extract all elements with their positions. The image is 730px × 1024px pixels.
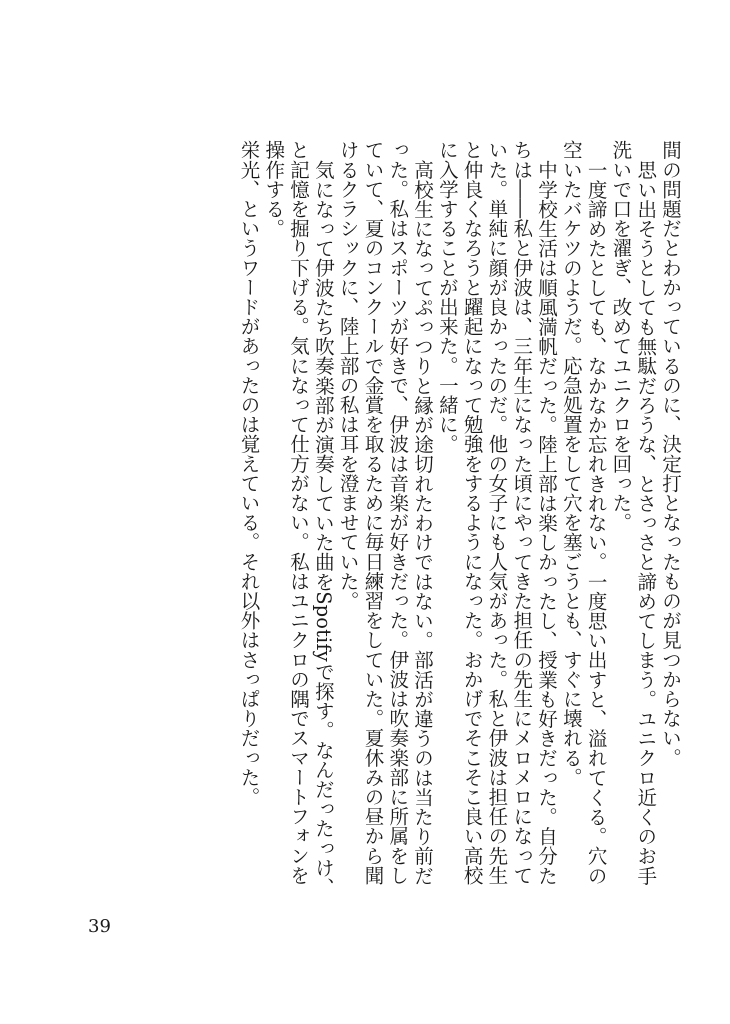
paragraph-4: 中学校生活は順風満帆だった。陸上部は楽しかったし、授業も好きだった。自分たちは――私と伊波は、三年生になった頃にやってきた担任の先生にメロメロになっていた。単純に顔が良かったのだ。他の女子にも人気があった。私と伊波は担任の先生と仲良くなろうと躍起になって勉強をするようになった。おかげでそこそこ良い高校に入学することが出来た。一緒に。 — [435, 140, 559, 885]
paragraph-1: 間の問題だとわかっているのに、決定打となったものが見つからない。 — [659, 140, 682, 768]
paragraph-2: 思い出そうとしても無駄だろうな、とさっさと諦めてしまう。ユニクロ近くのお手洗いで口を濯ぎ、改めてユニクロを回った。 — [609, 140, 658, 885]
vertical-text-body — [162, 140, 682, 900]
paragraph-5: 高校生になってぷっつりと縁が途切れたわけではない。部活が違うのは当たり前だった。私はスポーツが好きで、伊波は音楽が好きだった。伊波は吹奏楽部に所属をしていて、夏のコンクールで金賞を取るために毎日練習をしていた。夏休みの昼から聞けるクラシックに、陸上部の私は耳を澄ませていた。 — [336, 140, 435, 885]
paragraph-3: 一度諦めたとしても、なかなか忘れきれない。一度思い出すと、溢れてくる。穴の空いたバケツのようだ。応急処置をして穴を塞ごうとも、すぐに壊れる。 — [559, 140, 608, 885]
paragraph-7: 栄光、というワードがあったのは覚えている。それ以外はさっぱりだった。 — [237, 140, 261, 807]
paragraph-6: 気になって伊波たち吹奏楽部が演奏していた曲をSpotifyで探す。なんだったっけ、と記憶を掘り下げる。気になって仕方がない。私はユニクロの隅でスマートフォンを操作する。 — [262, 140, 335, 897]
page-number: 39 — [88, 916, 111, 937]
